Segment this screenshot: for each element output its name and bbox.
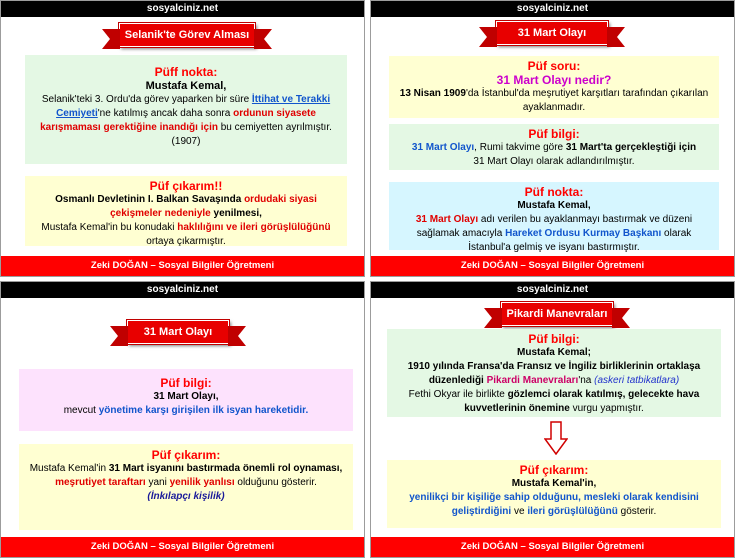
text: 31 Mart Olayı olarak adlandırılmıştır. xyxy=(473,156,635,167)
puf-cikarim-box xyxy=(387,460,721,528)
text: olarak İstanbul'a gelmiş ve isyanı bastırmıştır. xyxy=(468,228,692,253)
site-header: sosyalciniz.net xyxy=(371,282,734,298)
person-name: Mustafa Kemal, xyxy=(145,80,227,92)
puf-cikarim-box xyxy=(25,176,347,246)
highlight-hareket-ordusu: Hareket Ordusu Kurmay Başkanı xyxy=(505,228,662,239)
text: 31 Mart isyanını bastırmada önemli rol oynaması, xyxy=(108,463,343,474)
text: ve xyxy=(511,506,528,517)
text: 'da İstanbul'da meşrutiyet karşıtları tarafından çıkarılan ayaklanmadır. xyxy=(465,88,709,113)
text: 1910 yılında Fransa'da Fransız ve İngiliz birliklerinin ortaklaşa düzenlediği xyxy=(407,361,701,386)
box-title: Püf nokta: xyxy=(524,185,584,199)
text: Osmanlı Devletinin I. Balkan Savaşında xyxy=(55,194,245,205)
puf-nokta-box xyxy=(25,55,347,164)
site-header: sosyalciniz.net xyxy=(371,1,734,17)
highlight-reason: ordunun siyasete karışmaması gerektiğine inandığı için xyxy=(40,108,316,133)
author-footer: Zeki DOĞAN – Sosyal Bilgiler Öğretmeni xyxy=(371,537,734,557)
puf-nokta-box xyxy=(389,182,719,253)
down-arrow-icon xyxy=(544,421,568,455)
note-inkilapci: (İnkılapçı kişilik) xyxy=(147,491,225,502)
panel-pikardi xyxy=(370,281,735,558)
text: 'ta gerçekleştiği için xyxy=(600,142,697,153)
box-title: Püf bilgi: xyxy=(528,127,580,141)
highlight-haklilik: haklılığını ve ileri görüşlülüğünü xyxy=(177,222,331,233)
box-title: Püf çıkarım: xyxy=(519,463,589,477)
highlight-event: 31 Mart Olayı xyxy=(411,142,475,153)
note-askeri: (askeri tatbikatlara) xyxy=(594,375,680,386)
text: 31 Mart xyxy=(565,142,601,153)
text: Selanik'teki 3. Ordu'da görev yaparken bir süre xyxy=(41,94,252,105)
puf-bilgi-box xyxy=(389,124,719,170)
text: , Rumi takvime göre xyxy=(474,142,566,153)
author-footer: Zeki DOĞAN – Sosyal Bilgiler Öğretmeni xyxy=(371,256,734,276)
panel-title-ribbon: 31 Mart Olayı xyxy=(127,320,229,344)
panel-selanik xyxy=(0,0,365,277)
highlight-yenilik: yenilik yanlısı xyxy=(169,477,235,488)
puf-bilgi-box xyxy=(387,329,721,417)
text: 'na xyxy=(578,375,595,386)
text: Mustafa Kemal'in xyxy=(29,463,109,474)
text: Mustafa Kemal'in bu konudaki xyxy=(41,222,178,233)
person-name: Mustafa Kemal'in, xyxy=(511,478,597,489)
panel-31-mart-2 xyxy=(0,281,365,558)
highlight-yenilikci: yenilikçi bir kişiliğe sahip olduğunu, mesleki olarak kendisini geliştirdiğini xyxy=(409,492,699,517)
site-header: sosyalciniz.net xyxy=(1,1,364,17)
text: bu cemiyetten ayrılmıştır. (1907) xyxy=(171,122,332,147)
box-title: Püf çıkarım: xyxy=(151,448,221,462)
date: 13 Nisan 1909 xyxy=(399,88,466,99)
text: olduğunu gösterir. xyxy=(234,477,317,488)
box-title: Püf bilgi: xyxy=(528,332,580,346)
text: vurgu yapmıştır. xyxy=(569,403,644,414)
panel-title-ribbon: 31 Mart Olayı xyxy=(496,21,608,45)
text: mevcut xyxy=(63,405,99,416)
highlight-cekisme: ordudaki siyasi çekişmeler nedeniyle xyxy=(110,194,317,219)
person-name: Mustafa Kemal, xyxy=(517,200,591,211)
box-title: Püff nokta: xyxy=(154,65,218,79)
site-header: sosyalciniz.net xyxy=(1,282,364,298)
author-footer: Zeki DOĞAN – Sosyal Bilgiler Öğretmeni xyxy=(1,537,364,557)
question: 31 Mart Olayı nedir? xyxy=(496,73,612,87)
highlight-mesrutiyet: meşrutiyet taraftarı xyxy=(55,477,146,488)
person-name: Mustafa Kemal; xyxy=(517,347,591,358)
puf-bilgi-box xyxy=(19,369,353,431)
highlight-pikardi: Pikardi Manevraları xyxy=(486,375,579,386)
panel-31-mart xyxy=(370,0,735,277)
text: yani xyxy=(145,477,170,488)
puf-cikarim-box xyxy=(19,444,353,530)
text: ortaya çıkarmıştır. xyxy=(146,236,226,247)
panel-title-ribbon: Selanik'te Görev Alması xyxy=(119,23,255,47)
box-title: Püf bilgi: xyxy=(160,376,212,390)
text: gösterir. xyxy=(617,506,657,517)
author-footer: Zeki DOĞAN – Sosyal Bilgiler Öğretmeni xyxy=(1,256,364,276)
text: yenilmesi, xyxy=(210,208,262,219)
highlight-ileri-gorus: ileri görüşlülüğünü xyxy=(527,506,618,517)
text: 'ne katılmış ancak daha sonra xyxy=(97,108,234,119)
text: gözlemci olarak katılmış, gelecekte hava kuvvetlerinin önemine xyxy=(464,389,700,414)
puf-soru-box xyxy=(389,56,719,118)
text: adı verilen bu ayaklanmayı bastırmak ve düzeni sağlamak amacıyla xyxy=(416,214,693,239)
highlight-event: 31 Mart Olayı xyxy=(415,214,479,225)
highlight-first-revolt: yönetime karşı girişilen ilk isyan hareketidir. xyxy=(98,405,309,416)
text: Fethi Okyar ile birlikte xyxy=(408,389,508,400)
event-name: 31 Mart Olayı, xyxy=(153,391,219,402)
highlight-ittihat: İttihat ve Terakki Cemiyeti xyxy=(56,94,331,119)
panel-title-ribbon: Pikardi Manevraları xyxy=(501,302,613,326)
box-title: Püf çıkarım!! xyxy=(149,179,223,193)
box-title: Püf soru: xyxy=(527,59,581,73)
